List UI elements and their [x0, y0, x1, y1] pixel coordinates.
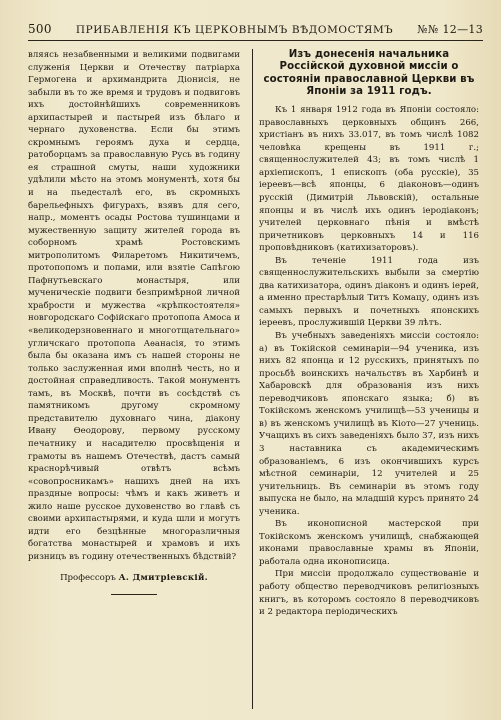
paragraph: Въ теченіе 1911 года изъ священнослужительскихъ выбыли за смертію два катихизатора, одинъ діаконъ и одинъ іерей, а именно престарѣлый Титъ Комацу, одинъ изъ самыхъ первыхъ и почетныхъ японскихъ іереевъ, прослужившій Церкви 39 лѣтъ.: [259, 255, 479, 329]
paragraph: Къ 1 января 1912 года въ Японіи состояло: православныхъ церковныхъ общинъ 266, христіанъ въ нихъ 33.017, въ томъ числѣ 1082 человѣка крещены въ 1911 г.; священнослужителей 43; въ томъ числѣ 1 архіепископъ, 1 епископъ (оба русскіе), 35 іереевъ—всѣ японцы, 6 діаконовъ—одинъ русскій (Димитрій Львовскій), остальные японцы и въ числѣ ихъ одинъ іеродіаконъ; учителей церковнаго пѣнія и вмѣстѣ причетниковъ церковныхъ 14 и 116 проповѣдниковъ (катихизаторовъ).: [259, 105, 479, 254]
two-column-body: [28, 49, 483, 709]
article-title: Изъ донесенія начальника Россійской духовной миссіи о состояніи православной Церкви въ Японіи за 1911 годъ.: [263, 49, 475, 97]
page-number: 500: [28, 22, 52, 36]
paragraph: При миссіи продолжало существованіе и работу общество переводчиковъ религіозныхъ книгъ, въ которомъ состояло 8 переводчиковъ и 2 редактора періодическихъ: [259, 569, 479, 618]
column-divider: [252, 49, 253, 709]
signature-name: А. Дмитріевскій.: [118, 573, 208, 584]
signature-prefix: Профессоръ: [60, 573, 116, 584]
paragraph: Въ иконописной мастерской при Токійскомъ женскомъ училищѣ, снабжающей иконами православные храмы въ Японіи, работала одна иконописица.: [259, 519, 479, 567]
paragraph: Въ учебныхъ заведеніяхъ миссіи состояло: а) въ Токійской семинаріи—94 ученика, изъ нихъ 82 японца и 12 русскихъ, принятыхъ по просьбѣ воинскихъ начальствъ въ Харбинѣ и Хабаровскѣ для образованія изъ нихъ переводчиковъ японскаго языка; б) въ Токійскомъ женскомъ училищѣ—53 ученицы и в) въ женскомъ училищѣ въ Кіото—27 учениць. Учащихъ въ сихъ заведеніяхъ было 37, изъ нихъ 3 наставника съ академическимъ образованіемъ, 6 изъ окончившихъ курсъ мѣстной семинаріи, 12 учителей и 25 учительницъ. Въ семинаріи въ этомъ году выпуска не было, на младшій курсъ принято 24 ученика.: [259, 331, 479, 517]
running-title: ПРИБАВЛЕНІЯ КЪ ЦЕРКОВНЫМЪ ВѢДОМОСТЯМЪ: [75, 24, 394, 36]
issue-number: №№ 12—13: [417, 23, 483, 36]
page-header: [28, 22, 483, 41]
left-column-text: вляясь незабвенными и великими подвигами служенія Церкви и Отечеству патріарха Гермогена и архимандрита Діонисія, не забыли въ то же время и трудовъ и подвиговъ ихъ достойнѣйшихъ современниковъ архипастырей и пастырей изъ бѣлаго и чернаго духовенства. Если бы этимъ скромнымъ героямъ духа и сердца, ратоборцамъ за православную Русь въ годину ея страшной смуты, наши художники удѣлили мѣсто на этомъ монументѣ, хотя бы и на пьедесталѣ его, въ скромныхъ барельефныхъ фигурахъ, взявъ для сего, напр., моментъ осады Ростова тушинцами и мужественную защиту жителей города въ соборномъ храмѣ Ростовскимъ митрополитомъ Филаретомъ Никитичемъ, протопопомъ и попами, или взятіе Сапѣгою Пафнутьевскаго монастыря, или мученическіе подвиги безпримѣрной личной храбрости и мужества «крѣпкостоятеля» новгородскаго Софійскаго протопопа Амоса и «великодерзновеннаго и многотщательнаго» угличскаго протопопа Аѳанасія, то этимъ была бы оказана имъ съ нашей стороны не только заслуженная ими вполнѣ честь, но и достойная справедливость. Такой монументъ тамъ, въ Москвѣ, почти въ сосѣдствѣ съ памятникомъ другому скромному представителю духовнаго чина, діакону Ивану Ѳеодорову, первому русскому печатнику и насадителю просвѣщенія и грамоты въ нашемъ Отечествѣ, дастъ самый краснорѣчивый отвѣтъ всѣмъ «совопросникамъ» нашихъ дней на ихъ праздные вопросы: чѣмъ и какъ живетъ и жило наше русское духовенство во главѣ съ своими архипастырями, и куда шли и могутъ идти его безцѣнные многоразличныя богатства монастырей и храмовъ и ихъ ризницъ въ годину отечественныхъ бѣдствій?: [28, 50, 240, 562]
left-column: [28, 49, 248, 709]
right-column: [259, 49, 479, 709]
closing-rule: [111, 594, 157, 595]
author-signature: [28, 572, 240, 584]
